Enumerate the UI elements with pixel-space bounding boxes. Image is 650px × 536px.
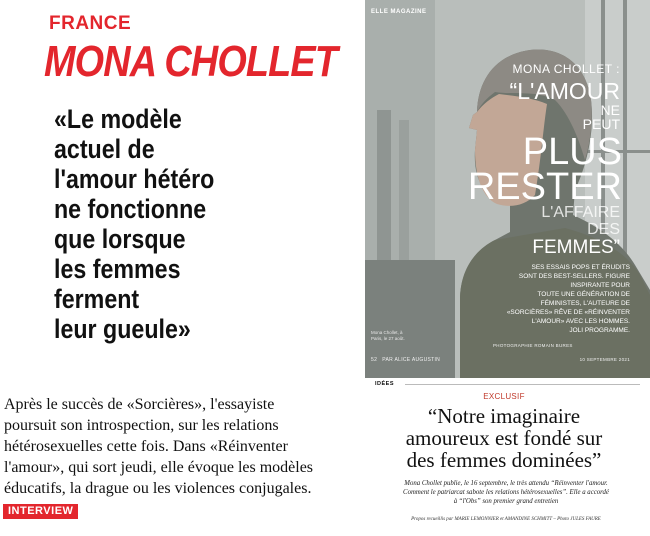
- cover-name: MONA CHOLLET :: [512, 62, 620, 76]
- headline-line: “Notre imaginaire: [427, 404, 581, 428]
- author-line: PAR ALICE AUGUSTIN: [382, 357, 441, 363]
- quote-line: ne fonctionne: [54, 194, 207, 224]
- standfirst-line: Comment le patriarcat sabote les relations hétérosexuelles”. Elle a accordé: [403, 489, 609, 496]
- magazine-cover: [365, 0, 650, 378]
- cover-blurb: [480, 263, 630, 335]
- ideas-byline: Propos recueillis par MARIE LEMONNIER et AMANDINE SCHMITT – Photo JULES FAURE: [411, 517, 601, 522]
- pull-quote: [54, 104, 226, 344]
- page-number: 52: [371, 357, 378, 363]
- blurb-line: SES ESSAIS POPS ET ÉRUDITS: [531, 264, 630, 271]
- cover-title-line: L'AFFAIRE: [541, 204, 620, 221]
- section-divider: [405, 384, 640, 385]
- lead-line: l'amour», qui sort jeudi, elle évoque les modèles: [4, 459, 314, 476]
- lead-line: poursuit son introspection, sur les relations: [4, 417, 279, 434]
- ideas-standfirst: [375, 479, 637, 506]
- quote-line: «Le modèle: [54, 104, 182, 134]
- exclusive-kicker: [0, 393, 650, 401]
- quote-line: que lorsque: [54, 224, 186, 254]
- lead-line: Après le succès de «Sorcières», l'essayiste: [4, 396, 275, 413]
- blurb-line: TOUTE UNE GÉNÉRATION DE: [537, 291, 630, 298]
- quote-line: actuel de: [54, 134, 155, 164]
- cover-title-line: PLUS: [522, 131, 622, 173]
- magazine-brand: ELLE MAGAZINE: [371, 9, 427, 15]
- blurb-line: L'AMOUR» AVEC LES HOMMES.: [531, 318, 630, 325]
- ideas-section-label: IDÉES: [375, 381, 395, 387]
- cover-title-line: PEUT: [582, 116, 620, 132]
- ideas-headline: [358, 405, 650, 471]
- blurb-line: FÉMINISTES, L'AUTEURE DE: [540, 300, 630, 307]
- blurb-line: INSPIRANTE POUR: [570, 282, 630, 289]
- cover-title-line: RESTER: [467, 166, 622, 208]
- interview-tag[interactable]: INTERVIEW: [3, 504, 78, 519]
- blurb-line: «SORCIÈRES» RÊVE DE «RÉINVENTER: [506, 309, 630, 316]
- cover-title-line: NE: [600, 102, 620, 118]
- photo-caption: Mona Chollet, à Paris, le 27 août.: [371, 330, 405, 341]
- cover-date: 10 SEPTEMBRE 2021: [579, 357, 630, 362]
- article-name: MONA CHOLLET: [44, 37, 338, 86]
- cover-title-line: DES: [587, 221, 620, 238]
- cover-author: [371, 358, 440, 363]
- quote-line: les femmes: [54, 254, 181, 284]
- section-label: FRANCE: [49, 13, 132, 34]
- headline-line: des femmes dominées”: [406, 448, 602, 472]
- blurb-line: SONT DES BEST-SELLERS. FIGURE: [518, 273, 630, 280]
- lead-paragraph: [4, 394, 350, 499]
- blurb-line: JOLI PROGRAMME.: [569, 327, 630, 334]
- quote-line: leur gueule»: [54, 314, 191, 344]
- cover-title-line: “L'AMOUR: [509, 78, 620, 104]
- exclusive-label: EXCLUSIF: [483, 392, 525, 401]
- quote-line: l'amour hétéro: [54, 164, 215, 194]
- headline-line: amoureux est fondé sur: [405, 426, 603, 450]
- lead-line: hétérosexuelles cette fois. Dans «Réinventer: [4, 438, 288, 455]
- photo-credit: PHOTOGRAPHIE ROMAIN BURES: [493, 343, 573, 348]
- lead-line: éducatifs, la drague ou les violences conjugales.: [4, 480, 312, 497]
- quote-line: ferment: [54, 284, 140, 314]
- standfirst-line: Mona Chollet publie, le 16 septembre, le très attendu “Réinventer l'amour.: [404, 480, 608, 487]
- cover-title-line: FEMMES”: [532, 237, 620, 258]
- standfirst-line: à “l'Obs” son premier grand entretien: [453, 498, 559, 505]
